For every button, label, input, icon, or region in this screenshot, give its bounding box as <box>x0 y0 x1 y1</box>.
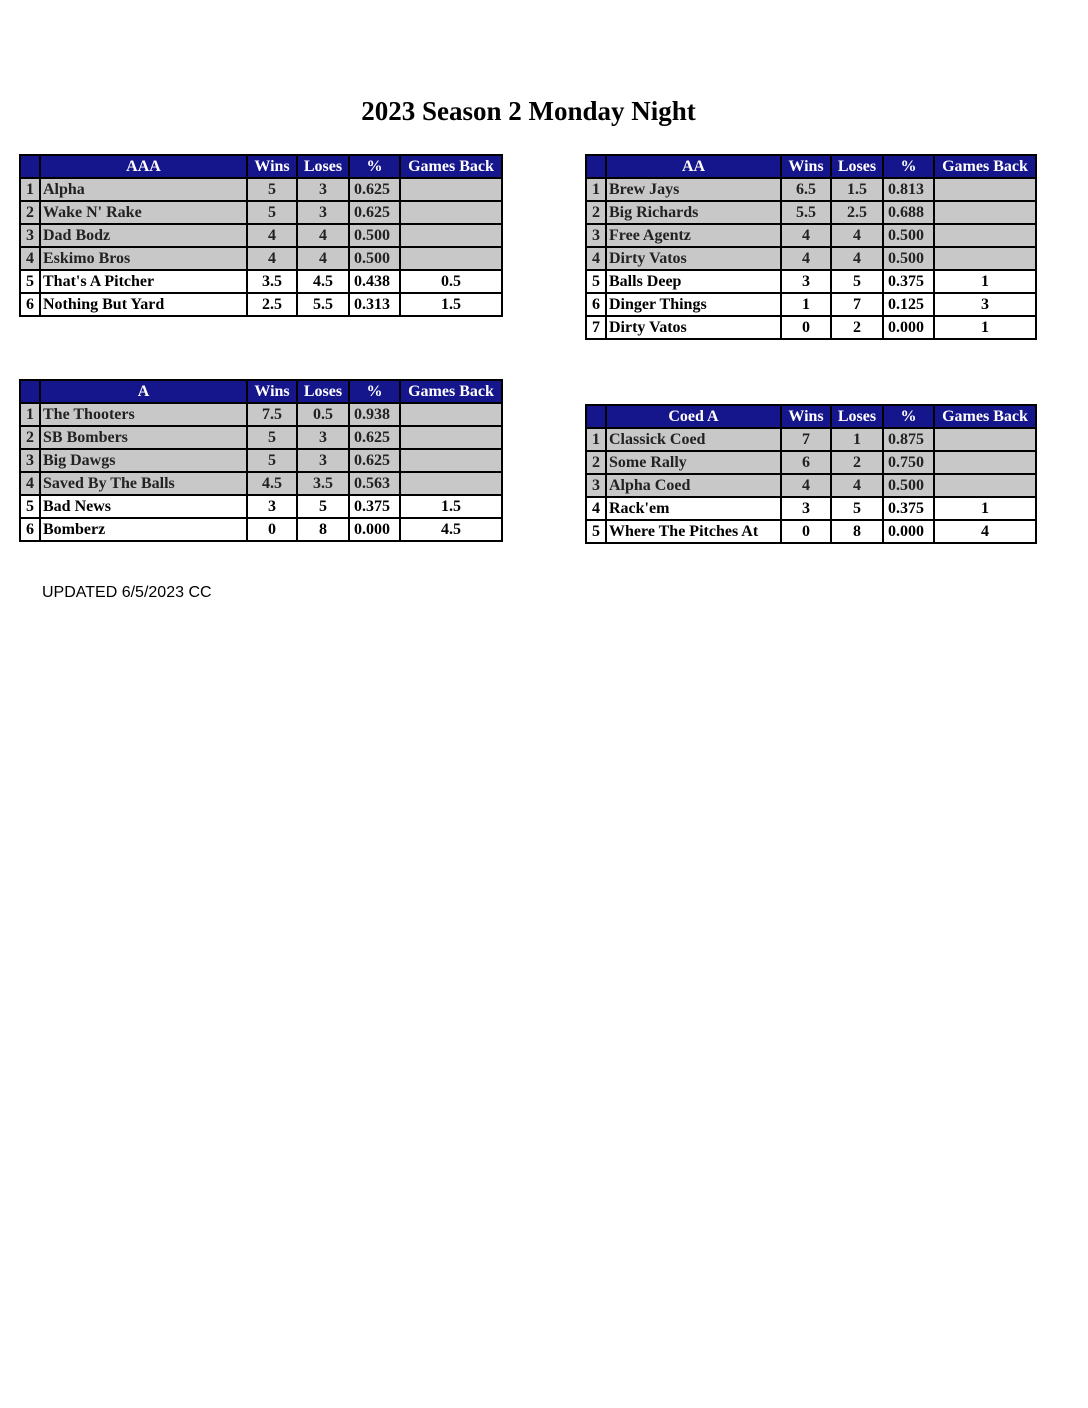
team-cell: Brew Jays <box>606 178 781 201</box>
table-header-row <box>20 155 502 178</box>
games-back-header: Games Back <box>934 405 1036 428</box>
table-row <box>586 224 1036 247</box>
wins-cell: 5 <box>247 178 297 201</box>
loses-cell: 1 <box>831 428 883 451</box>
loses-cell: 4 <box>297 247 349 270</box>
table-row <box>20 518 502 541</box>
table-row <box>586 178 1036 201</box>
loses-header: Loses <box>297 380 349 403</box>
wins-cell: 3.5 <box>247 270 297 293</box>
wins-cell: 6 <box>781 451 831 474</box>
pct-cell: 0.563 <box>349 472 400 495</box>
rank-cell: 4 <box>20 247 40 270</box>
games-back-cell: 1.5 <box>400 293 502 316</box>
team-cell: Where The Pitches At <box>606 520 781 543</box>
pct-cell: 0.125 <box>883 293 934 316</box>
loses-cell: 3 <box>297 178 349 201</box>
pct-cell: 0.875 <box>883 428 934 451</box>
loses-header: Loses <box>831 405 883 428</box>
pct-cell: 0.500 <box>883 224 934 247</box>
rank-cell: 3 <box>586 474 606 497</box>
table-row <box>20 178 502 201</box>
table-row <box>20 449 502 472</box>
wins-cell: 4 <box>247 247 297 270</box>
wins-cell: 1 <box>781 293 831 316</box>
wins-cell: 4 <box>781 247 831 270</box>
rank-cell: 7 <box>586 316 606 339</box>
pct-cell: 0.625 <box>349 178 400 201</box>
loses-cell: 5 <box>831 497 883 520</box>
pct-cell: 0.750 <box>883 451 934 474</box>
table-row <box>586 474 1036 497</box>
games-back-cell <box>400 403 502 426</box>
team-cell: Saved By The Balls <box>40 472 247 495</box>
pct-header: % <box>349 380 400 403</box>
games-back-cell: 1.5 <box>400 495 502 518</box>
games-back-cell <box>400 247 502 270</box>
rank-cell: 3 <box>586 224 606 247</box>
team-cell: Eskimo Bros <box>40 247 247 270</box>
wins-cell: 6.5 <box>781 178 831 201</box>
rank-cell: 5 <box>586 270 606 293</box>
rank-cell: 1 <box>586 428 606 451</box>
games-back-cell: 1 <box>934 270 1036 293</box>
table-header-row <box>20 380 502 403</box>
wins-cell: 4.5 <box>247 472 297 495</box>
updated-note: UPDATED 6/5/2023 CC <box>42 584 212 601</box>
team-cell: Balls Deep <box>606 270 781 293</box>
team-cell: Nothing But Yard <box>40 293 247 316</box>
rank-cell: 1 <box>586 178 606 201</box>
pct-cell: 0.313 <box>349 293 400 316</box>
loses-cell: 5.5 <box>297 293 349 316</box>
table-row <box>20 495 502 518</box>
team-cell: Bad News <box>40 495 247 518</box>
rank-cell: 5 <box>20 270 40 293</box>
wins-cell: 5 <box>247 426 297 449</box>
games-back-cell <box>934 428 1036 451</box>
team-cell: The Thooters <box>40 403 247 426</box>
loses-cell: 7 <box>831 293 883 316</box>
pct-cell: 0.375 <box>349 495 400 518</box>
team-cell: Classick Coed <box>606 428 781 451</box>
games-back-cell: 4.5 <box>400 518 502 541</box>
division-name-header: AA <box>606 155 781 178</box>
games-back-cell <box>934 201 1036 224</box>
games-back-header: Games Back <box>400 380 502 403</box>
page-title: 2023 Season 2 Monday Night <box>361 96 696 126</box>
pct-header: % <box>349 155 400 178</box>
games-back-header: Games Back <box>400 155 502 178</box>
pct-cell: 0.000 <box>883 520 934 543</box>
wins-cell: 4 <box>781 224 831 247</box>
team-cell: That's A Pitcher <box>40 270 247 293</box>
table-row <box>586 247 1036 270</box>
table-header-row <box>586 155 1036 178</box>
rank-header <box>20 155 40 178</box>
standings-table-a <box>19 379 503 542</box>
team-cell: Rack'em <box>606 497 781 520</box>
wins-cell: 0 <box>247 518 297 541</box>
loses-header: Loses <box>297 155 349 178</box>
pct-cell: 0.375 <box>883 270 934 293</box>
rank-cell: 5 <box>586 520 606 543</box>
wins-header: Wins <box>247 155 297 178</box>
table-row <box>586 316 1036 339</box>
pct-cell: 0.438 <box>349 270 400 293</box>
loses-cell: 2.5 <box>831 201 883 224</box>
division-name-header: Coed A <box>606 405 781 428</box>
table-row <box>20 247 502 270</box>
team-cell: Some Rally <box>606 451 781 474</box>
team-cell: Alpha Coed <box>606 474 781 497</box>
table-row <box>20 224 502 247</box>
pct-cell: 0.625 <box>349 449 400 472</box>
games-back-cell: 4 <box>934 520 1036 543</box>
games-back-cell <box>934 474 1036 497</box>
wins-cell: 0 <box>781 316 831 339</box>
team-cell: Bomberz <box>40 518 247 541</box>
pct-header: % <box>883 155 934 178</box>
rank-cell: 1 <box>20 178 40 201</box>
wins-cell: 5 <box>247 449 297 472</box>
loses-cell: 5 <box>831 270 883 293</box>
rank-cell: 4 <box>586 247 606 270</box>
table-row <box>586 270 1036 293</box>
wins-cell: 0 <box>781 520 831 543</box>
table-row <box>586 428 1036 451</box>
pct-cell: 0.500 <box>349 224 400 247</box>
team-cell: Alpha <box>40 178 247 201</box>
rank-cell: 6 <box>20 293 40 316</box>
table-row <box>586 451 1036 474</box>
rank-header <box>586 155 606 178</box>
rank-cell: 2 <box>20 201 40 224</box>
loses-cell: 0.5 <box>297 403 349 426</box>
team-cell: Dirty Vatos <box>606 316 781 339</box>
team-cell: SB Bombers <box>40 426 247 449</box>
loses-cell: 4 <box>297 224 349 247</box>
rank-cell: 3 <box>20 224 40 247</box>
standings-table-aa <box>585 154 1037 340</box>
wins-header: Wins <box>781 155 831 178</box>
standings-table-aaa <box>19 154 503 317</box>
table-row <box>20 293 502 316</box>
rank-cell: 6 <box>20 518 40 541</box>
loses-cell: 3.5 <box>297 472 349 495</box>
games-back-cell <box>934 178 1036 201</box>
games-back-cell <box>934 224 1036 247</box>
table-row <box>586 520 1036 543</box>
loses-cell: 1.5 <box>831 178 883 201</box>
loses-cell: 3 <box>297 449 349 472</box>
rank-cell: 2 <box>586 451 606 474</box>
games-back-cell: 1 <box>934 497 1036 520</box>
division-name-header: AAA <box>40 155 247 178</box>
pct-cell: 0.625 <box>349 201 400 224</box>
games-back-cell <box>400 472 502 495</box>
table-row <box>20 403 502 426</box>
loses-cell: 8 <box>831 520 883 543</box>
games-back-cell <box>400 224 502 247</box>
wins-cell: 3 <box>781 497 831 520</box>
rank-cell: 4 <box>586 497 606 520</box>
rank-cell: 2 <box>586 201 606 224</box>
pct-cell: 0.625 <box>349 426 400 449</box>
loses-header: Loses <box>831 155 883 178</box>
team-cell: Dinger Things <box>606 293 781 316</box>
pct-cell: 0.688 <box>883 201 934 224</box>
games-back-cell <box>400 449 502 472</box>
team-cell: Wake N' Rake <box>40 201 247 224</box>
team-cell: Dirty Vatos <box>606 247 781 270</box>
games-back-cell: 0.5 <box>400 270 502 293</box>
wins-cell: 4 <box>781 474 831 497</box>
wins-cell: 7 <box>781 428 831 451</box>
loses-cell: 4 <box>831 224 883 247</box>
games-back-cell: 3 <box>934 293 1036 316</box>
table-row <box>586 293 1036 316</box>
pct-cell: 0.000 <box>349 518 400 541</box>
table-row <box>20 426 502 449</box>
rank-header <box>20 380 40 403</box>
team-cell: Free Agentz <box>606 224 781 247</box>
pct-cell: 0.500 <box>883 474 934 497</box>
division-name-header: A <box>40 380 247 403</box>
wins-cell: 7.5 <box>247 403 297 426</box>
wins-cell: 3 <box>781 270 831 293</box>
pct-cell: 0.500 <box>349 247 400 270</box>
loses-cell: 2 <box>831 316 883 339</box>
wins-header: Wins <box>781 405 831 428</box>
loses-cell: 3 <box>297 426 349 449</box>
loses-cell: 4 <box>831 247 883 270</box>
table-row <box>20 201 502 224</box>
pct-cell: 0.000 <box>883 316 934 339</box>
rank-cell: 4 <box>20 472 40 495</box>
loses-cell: 3 <box>297 201 349 224</box>
standings-table-coed-a <box>585 404 1037 544</box>
games-back-cell <box>400 201 502 224</box>
table-row <box>586 497 1036 520</box>
pct-cell: 0.500 <box>883 247 934 270</box>
loses-cell: 4.5 <box>297 270 349 293</box>
team-cell: Big Richards <box>606 201 781 224</box>
games-back-cell <box>934 451 1036 474</box>
table-header-row <box>586 405 1036 428</box>
pct-header: % <box>883 405 934 428</box>
rank-cell: 1 <box>20 403 40 426</box>
games-back-cell <box>934 247 1036 270</box>
rank-cell: 5 <box>20 495 40 518</box>
loses-cell: 5 <box>297 495 349 518</box>
loses-cell: 2 <box>831 451 883 474</box>
pct-cell: 0.375 <box>883 497 934 520</box>
rank-cell: 3 <box>20 449 40 472</box>
wins-cell: 5.5 <box>781 201 831 224</box>
games-back-header: Games Back <box>934 155 1036 178</box>
pct-cell: 0.938 <box>349 403 400 426</box>
wins-cell: 2.5 <box>247 293 297 316</box>
wins-cell: 3 <box>247 495 297 518</box>
table-row <box>20 472 502 495</box>
rank-cell: 2 <box>20 426 40 449</box>
loses-cell: 8 <box>297 518 349 541</box>
wins-header: Wins <box>247 380 297 403</box>
table-row <box>586 201 1036 224</box>
team-cell: Dad Bodz <box>40 224 247 247</box>
wins-cell: 4 <box>247 224 297 247</box>
pct-cell: 0.813 <box>883 178 934 201</box>
team-cell: Big Dawgs <box>40 449 247 472</box>
games-back-cell: 1 <box>934 316 1036 339</box>
rank-cell: 6 <box>586 293 606 316</box>
table-row <box>20 270 502 293</box>
rank-header <box>586 405 606 428</box>
games-back-cell <box>400 426 502 449</box>
wins-cell: 5 <box>247 201 297 224</box>
loses-cell: 4 <box>831 474 883 497</box>
games-back-cell <box>400 178 502 201</box>
